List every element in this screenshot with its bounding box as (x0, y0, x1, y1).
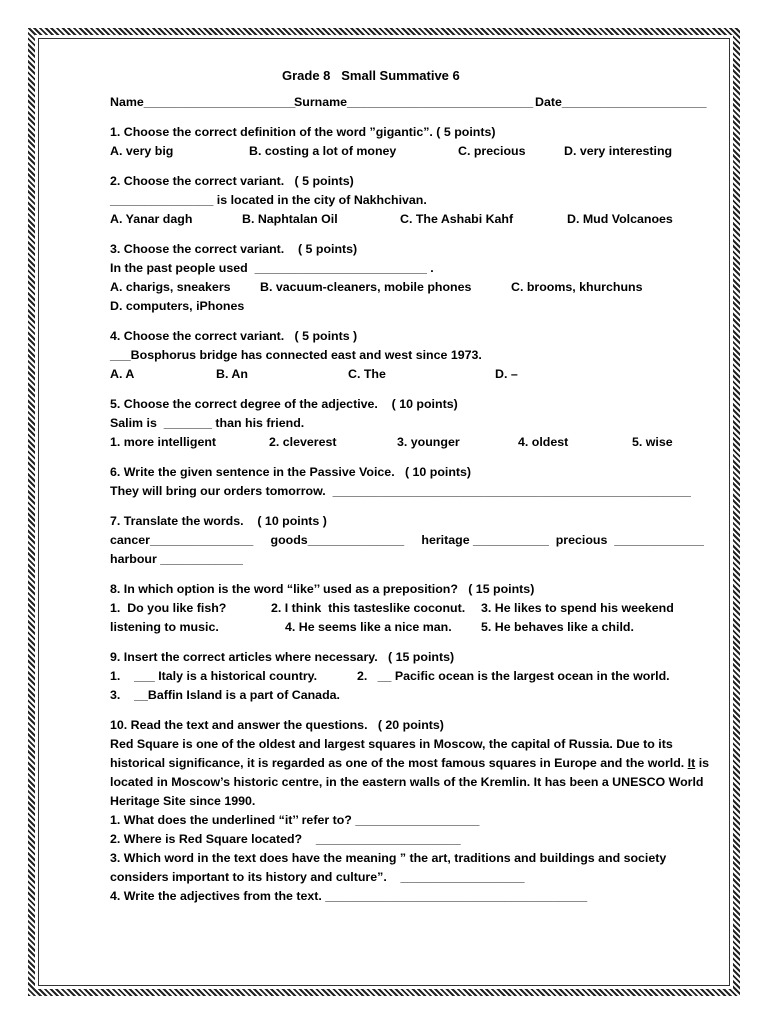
q10-text-after: is located in Moscow’s historic centre, in the eastern walls of the Kremlin. It has been a UNESCO World Heritage Site since 1990. (110, 756, 710, 808)
q10-sub4[interactable]: 4. Write the adjectives from the text. ______________________________________ (110, 889, 588, 903)
name-field[interactable]: Name______________________ (110, 95, 296, 109)
q10-sub3b[interactable]: considers important to its history and culture”. __________________ (110, 870, 525, 884)
q5-options (110, 433, 720, 452)
q4-option-d[interactable]: D. – (495, 367, 518, 381)
q3-option-c[interactable]: C. brooms, khurchuns (511, 280, 643, 294)
student-info-row (110, 93, 720, 112)
q7-words-line2[interactable]: harbour ____________ (110, 552, 243, 566)
q4-options (110, 365, 720, 384)
q3-options (110, 278, 720, 297)
worksheet (110, 66, 720, 906)
q4-option-c[interactable]: C. The (348, 367, 386, 381)
q8-option-3-cont: listening to music. (110, 620, 219, 634)
q1-option-a[interactable]: A. very big (110, 144, 174, 158)
q3-option-b[interactable]: B. vacuum-cleaners, mobile phones (260, 280, 472, 294)
q2-option-b[interactable]: B. Naphtalan Oil (242, 212, 338, 226)
q10-sub2[interactable]: 2. Where is Red Square located? _____________________ (110, 832, 461, 846)
q8-option-2[interactable]: 2. I think this tasteslike coconut. (271, 601, 466, 615)
q8-options-row2 (110, 618, 720, 637)
q2-option-c[interactable]: C. The Ashabi Kahf (400, 212, 514, 226)
date-field[interactable]: Date_____________________ (535, 95, 707, 109)
q4-option-b[interactable]: B. An (216, 367, 248, 381)
q3-option-d[interactable]: D. computers, iPhones (110, 299, 245, 313)
surname-field[interactable]: Surname___________________________ (294, 95, 534, 109)
q9-item-2[interactable]: 2. __ Pacific ocean is the largest ocean in the world. (357, 669, 670, 683)
q5-question: 5. Choose the correct degree of the adjective. ( 10 points) (110, 397, 458, 411)
q5-option-4[interactable]: 4. oldest (518, 435, 569, 449)
q7-question: 7. Translate the words. ( 10 points ) (110, 514, 327, 528)
q2-option-d[interactable]: D. Mud Volcanoes (567, 212, 673, 226)
q2-option-a[interactable]: A. Yanar dagh (110, 212, 193, 226)
q3-option-a[interactable]: A. charigs, sneakers (110, 280, 231, 294)
q10-sub3a: 3. Which word in the text does have the meaning ” the art, traditions and buildings and society (110, 851, 667, 865)
q5-option-2[interactable]: 2. cleverest (269, 435, 337, 449)
q7-words-line1[interactable]: cancer_______________ goods______________ heritage ___________ precious _____________ (110, 533, 704, 547)
q1-options (110, 142, 720, 161)
q9-item-1[interactable]: 1. ___ Italy is a historical country. (110, 669, 318, 683)
q10-text-underlined: It (687, 756, 696, 770)
q8-option-1[interactable]: 1. Do you like fish? (110, 601, 227, 615)
q3-stem: In the past people used _________________________ . (110, 261, 434, 275)
q5-option-3[interactable]: 3. younger (397, 435, 460, 449)
q5-stem: Salim is _______ than his friend. (110, 416, 305, 430)
q9-items-row1 (110, 667, 720, 686)
q10-sub1[interactable]: 1. What does the underlined “it’’ refer to? __________________ (110, 813, 480, 827)
q2-stem: _______________ is located in the city of Nakhchivan. (110, 193, 427, 207)
q5-option-5[interactable]: 5. wise (632, 435, 673, 449)
q1-option-d[interactable]: D. very interesting (564, 144, 673, 158)
q3-question: 3. Choose the correct variant. ( 5 points) (110, 242, 358, 256)
q10-reading-text (110, 735, 720, 811)
q1-option-c[interactable]: C. precious (458, 144, 526, 158)
q6-question: 6. Write the given sentence in the Passive Voice. ( 10 points) (110, 465, 472, 479)
q9-question: 9. Insert the correct articles where necessary. ( 15 points) (110, 650, 455, 664)
q4-question: 4. Choose the correct variant. ( 5 points ) (110, 329, 358, 343)
q8-options-row1 (110, 599, 720, 618)
q10-question: 10. Read the text and answer the questions. ( 20 points) (110, 718, 444, 732)
worksheet-title: Grade 8 Small Summative 6 (282, 68, 460, 83)
q9-item-3[interactable]: 3. __Baffin Island is a part of Canada. (110, 688, 340, 702)
q4-option-a[interactable]: A. A (110, 367, 135, 381)
q1-option-b[interactable]: B. costing a lot of money (249, 144, 397, 158)
q8-option-3[interactable]: 3. He likes to spend his weekend (481, 601, 674, 615)
q2-options (110, 210, 720, 229)
q8-option-4[interactable]: 4. He seems like a nice man. (285, 620, 452, 634)
q10-text-before: Red Square is one of the oldest and largest squares in Moscow, the capital of Russia. Due to its historical significance, it is regarded as one of the most famous squares in Europe and the world. (110, 737, 688, 770)
q1-question: 1. Choose the correct definition of the word ”gigantic”. ( 5 points) (110, 125, 496, 139)
q8-question: 8. In which option is the word “like’’ used as a preposition? ( 15 points) (110, 582, 535, 596)
q5-option-1[interactable]: 1. more intelligent (110, 435, 217, 449)
q2-question: 2. Choose the correct variant. ( 5 points) (110, 174, 354, 188)
q8-option-5[interactable]: 5. He behaves like a child. (481, 620, 634, 634)
q6-stem[interactable]: They will bring our orders tomorrow. ____________________________________________________ (110, 484, 691, 498)
q4-stem: ___Bosphorus bridge has connected east and west since 1973. (110, 348, 482, 362)
